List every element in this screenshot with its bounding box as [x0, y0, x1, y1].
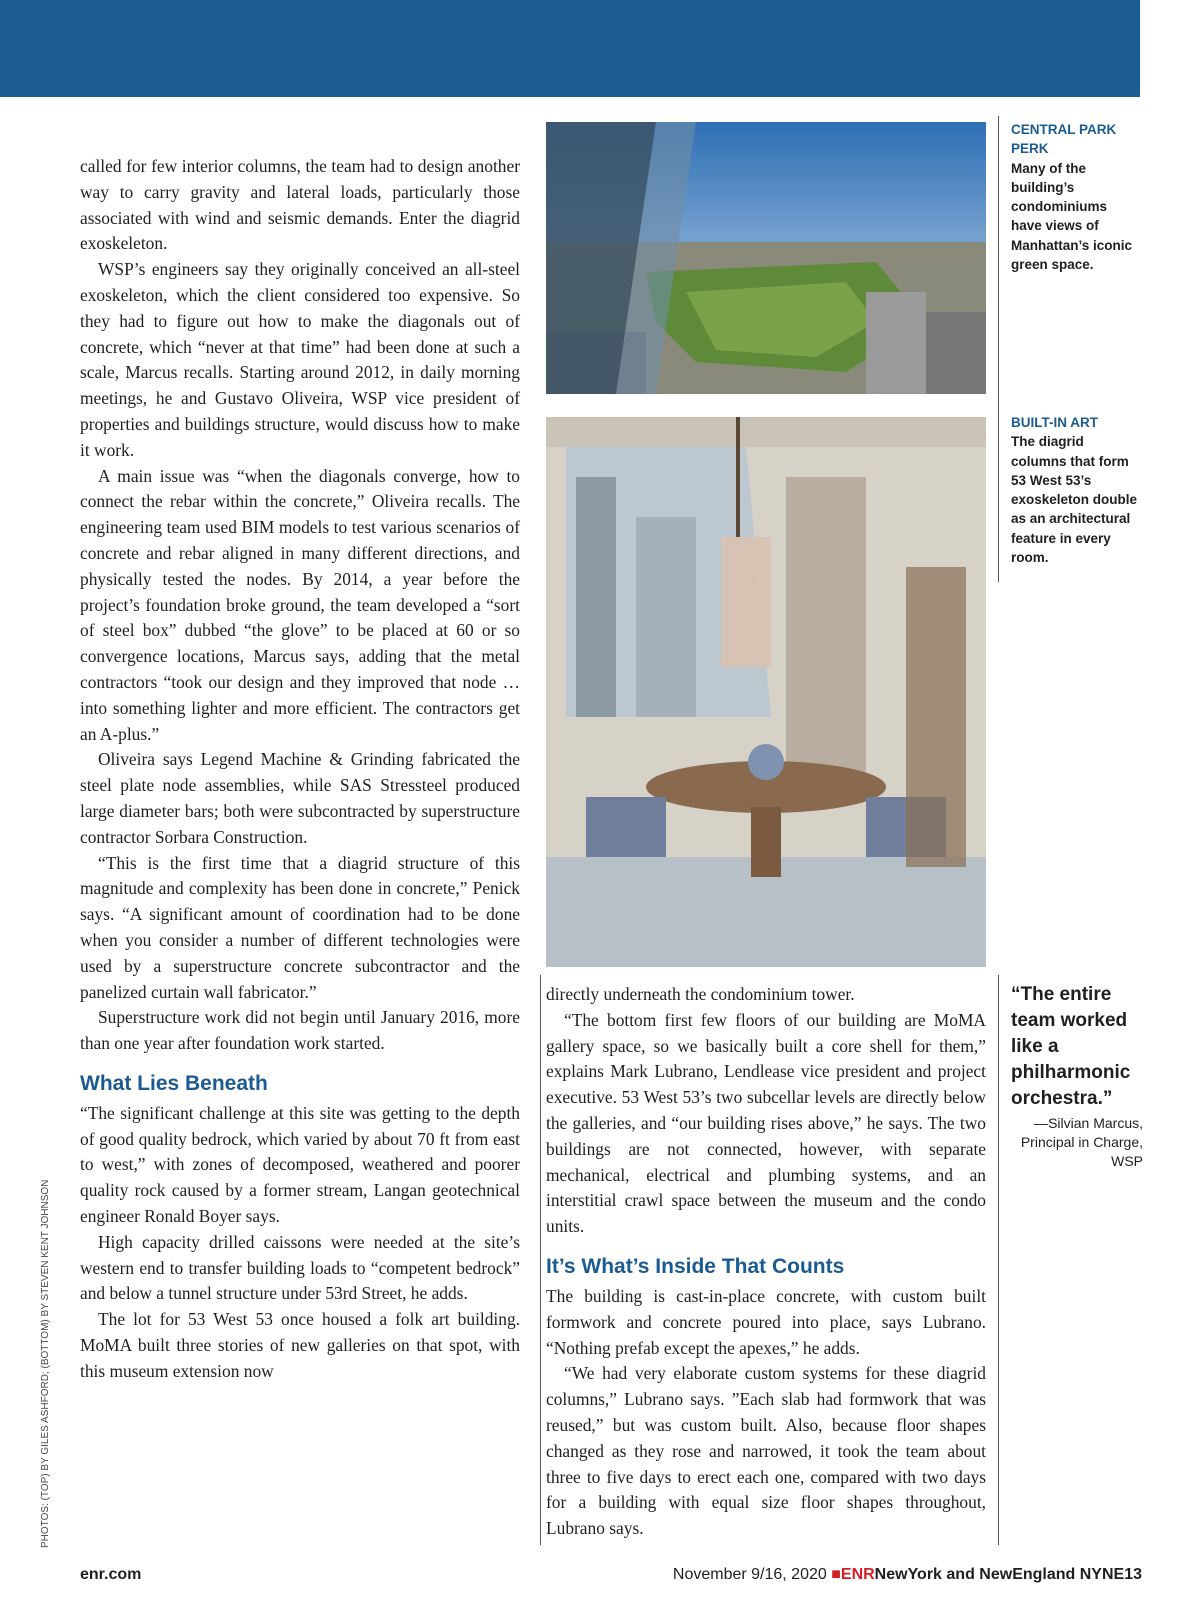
- column-rule: [998, 116, 999, 582]
- pull-quote: [1011, 982, 1143, 1171]
- paragraph: WSP’s engineers say they originally conceived an all-steel exoskeleton, which the client considered too expensive. So they had to figure out how to make the diagonals out of concrete, which “never at that time” had been done at such a scale, Marcus recalls. Starting around 2012, in daily morning meetings, he and Gustavo Oliveira, WSP vice president of properties and buildings structure, would discuss how to make it work.: [80, 259, 520, 460]
- column-rule: [540, 975, 541, 1545]
- photo-central-park-view: [546, 122, 986, 394]
- footer-date: November 9/16, 2020: [672, 1566, 827, 1583]
- article-column-left: [80, 154, 520, 1385]
- caption-title: BUILT-IN ART: [1011, 415, 1098, 430]
- paragraph: The building is cast-in-place concrete, with custom built formwork and concrete poured into place, says Lubrano. “Nothing prefab except the apexes,” he adds.: [546, 1285, 986, 1358]
- paragraph: The lot for 53 West 53 once housed a folk art building. MoMA built three stories of new galleries on that spot, with this museum extension now: [80, 1309, 520, 1381]
- paragraph: “The bottom first few floors of our building are MoMA gallery space, so we basically built a core shell for them,” explains Mark Lubrano, Lendlease vice president and project executive. 53 West 53’s two subcellar levels are directly below the galleries, and “our building rises above,” he says. The two buildings are not connected, however, with separate mechanical, electrical and plumbing systems, and an interstitial crawl space between the museum and the condo units.: [546, 1009, 986, 1237]
- caption-text: Many of the building’s condominiums have views of Manhattan’s iconic green space.: [1011, 160, 1133, 273]
- photo-credit: PHOTOS: (TOP) BY GILES ASHFORD; (BOTTOM) BY STEVEN KENT JOHNSON: [40, 1179, 51, 1548]
- paragraph: directly underneath the condominium tower.: [546, 984, 855, 1004]
- pull-quote-text: “The entire team worked like a philharmonic orchestra.”: [1011, 984, 1131, 1109]
- subhead-what-lies-beneath: What Lies Beneath: [80, 1071, 268, 1095]
- caption-text: The diagrid columns that form 53 West 53’s exoskeleton double as an architectural feature in every room.: [1011, 434, 1138, 566]
- paragraph: “We had very elaborate custom systems for these diagrid columns,” Lubrano says. ”Each slab had formwork that was reused,” but was custom built. Also, because floor shapes changed as they rose and narrowed, it took the team about three to five days to erect each one, compared with two days for a building with equal size floor shapes throughout, Lubrano says.: [546, 1363, 986, 1539]
- brand-logo-text: ENR: [840, 1566, 875, 1583]
- article-column-right: [546, 982, 986, 1542]
- caption-title: CENTRAL PARK PERK: [1011, 122, 1117, 157]
- paragraph: Oliveira says Legend Machine & Grinding fabricated the steel plate node assemblies, while SAS Stressteel produced large diameter bars; both were subcontracted by superstructure contractor Sorbara Construction.: [80, 749, 520, 847]
- paragraph: “The significant challenge at this site was getting to the depth of good quality bedrock, which varied by about 70 ft from east to west,” with zones of decomposed, weathered and poorer quality rock caused by a former stream, Langan geotechnical engineer Ronald Boyer says.: [80, 1102, 520, 1227]
- separator-square: ■: [831, 1566, 841, 1583]
- photo-dining-room: [546, 417, 986, 967]
- paragraph: “This is the first time that a diagrid structure of this magnitude and complexity has been done in concrete,” Penick says. “A significant amount of coordination had to be done when you consider a number of different technologies were used by a superstructure concrete subcontractor and the panelized curtain wall fabricator.”: [80, 852, 520, 1002]
- footer-folio: [673, 1566, 1142, 1584]
- caption-top-photo: [1011, 120, 1141, 274]
- footer-website: enr.com: [80, 1566, 142, 1583]
- subhead-whats-inside: It’s What’s Inside That Counts: [546, 1254, 845, 1278]
- header-bar: [0, 0, 1140, 97]
- column-rule: [998, 975, 999, 1545]
- paragraph: Superstructure work did not begin until January 2016, more than one year after foundation work started.: [80, 1007, 520, 1054]
- paragraph: High capacity drilled caissons were needed at the site’s western end to transfer building loads to “competent bedrock” and below a tunnel structure under 53rd Street, he adds.: [80, 1231, 520, 1304]
- paragraph: A main issue was “when the diagonals converge, how to connect the rebar within the concrete,” Oliveira recalls. The engineering team used BIM models to test various scenarios of concrete and rebar aligned in many different directions, and physically tested the nodes. By 2014, a year before the project’s foundation broke ground, the team developed a “sort of steel box” dubbed “the glove” to be placed at 60 or so convergence locations, Marcus says, adding that the metal contractors “took our design and they improved that node … into something lighter and more efficient. The contractors get an A-plus.”: [80, 465, 520, 744]
- paragraph: called for few interior columns, the team had to design another way to carry gravity and lateral loads, particularly those associated with wind and seismic demands. Enter the diagrid exoskeleton.: [80, 156, 520, 254]
- pull-quote-attribution: —Silvian Marcus, Principal in Charge, WSP: [1020, 1115, 1143, 1169]
- caption-bottom-photo: [1011, 413, 1141, 567]
- footer-region: NewYork and NewEngland NYNE13: [874, 1566, 1142, 1583]
